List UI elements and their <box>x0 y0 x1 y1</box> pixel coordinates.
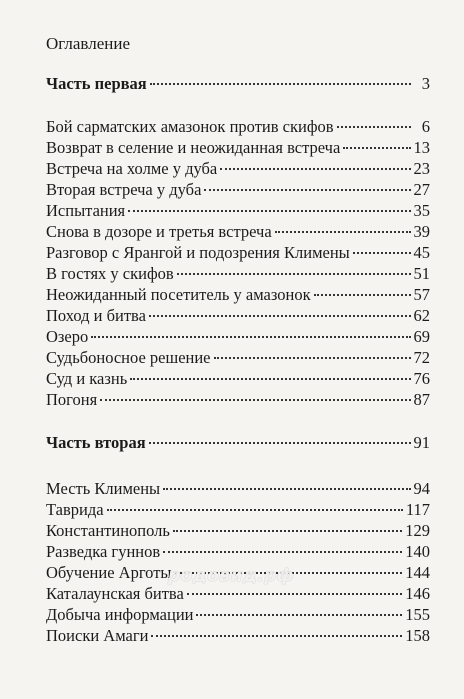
toc-page-number: 35 <box>413 201 430 220</box>
toc-entry <box>46 584 430 604</box>
leader-dots <box>151 634 402 637</box>
toc-part-title: Часть первая <box>46 74 147 93</box>
toc-page-number: 129 <box>405 521 430 540</box>
leader-dots <box>187 592 402 595</box>
toc-entry <box>46 180 430 200</box>
toc-entry-title: Озеро <box>46 327 89 346</box>
toc-entry <box>46 243 430 263</box>
toc-entry-title: Судьбоносное решение <box>46 348 211 367</box>
leader-dots <box>275 230 411 233</box>
leader-dots <box>343 146 410 149</box>
toc-entry <box>46 626 430 646</box>
toc-entry-title: Разговор с Ярангой и подозрения Климены <box>46 243 350 262</box>
leader-dots <box>149 441 411 444</box>
leader-dots <box>173 529 402 532</box>
toc-entry-title: Месть Климены <box>46 479 161 498</box>
toc-entry-title: Добыча информации <box>46 605 194 624</box>
toc-page-number: 57 <box>413 285 430 304</box>
toc-entry <box>46 117 430 137</box>
toc-entry-title: Обучение Арготы <box>46 563 172 582</box>
leader-dots <box>177 272 411 275</box>
toc-entry-title: Константинополь <box>46 521 170 540</box>
leader-dots <box>149 314 411 317</box>
leader-dots <box>220 167 410 170</box>
toc-entry <box>46 605 430 625</box>
toc-entry-title: Поиски Амаги <box>46 626 149 645</box>
toc-page-number: 6 <box>421 117 430 136</box>
toc-entry-title: Встреча на холме у дуба <box>46 159 218 178</box>
leader-dots <box>196 613 402 616</box>
toc-entry <box>46 159 430 179</box>
toc-entry <box>46 138 430 158</box>
toc-page-number: 146 <box>405 584 430 603</box>
leader-dots <box>314 293 411 296</box>
leader-dots <box>130 377 410 380</box>
toc-entry-title: Каталаунская битва <box>46 584 184 603</box>
toc-entry-title: Возврат в селение и неожиданная встреча <box>46 138 341 157</box>
toc-entry-title: Неожиданный посетитель у амазонок <box>46 285 311 304</box>
toc-entry-title: Бой сарматских амазонок против скифов <box>46 117 334 136</box>
leader-dots <box>337 125 411 128</box>
toc-page-number: 23 <box>413 159 430 178</box>
toc-entry <box>46 500 430 520</box>
toc-page-number: 140 <box>405 542 430 561</box>
toc-part-2 <box>46 433 430 453</box>
toc-page-number: 72 <box>413 348 430 367</box>
toc-page-number: 94 <box>413 479 430 498</box>
toc-page-number: 144 <box>405 563 430 582</box>
site-watermark: родовид.рф <box>168 566 295 586</box>
leader-dots <box>128 209 410 212</box>
toc-page-number: 51 <box>413 264 430 283</box>
leader-dots <box>100 398 410 401</box>
toc-heading: Оглавление <box>46 34 130 53</box>
leader-dots <box>150 82 411 85</box>
leader-dots <box>214 356 411 359</box>
toc-part-1 <box>46 74 430 94</box>
toc-page-number: 3 <box>421 74 430 93</box>
leader-dots <box>107 508 403 511</box>
toc-entry-title: Испытания <box>46 201 126 220</box>
leader-dots <box>353 251 411 254</box>
toc-page-number: 76 <box>413 369 430 388</box>
toc-entry-title: Снова в дозоре и третья встреча <box>46 222 272 241</box>
toc-page-number: 117 <box>405 500 430 519</box>
toc-entry-title: Разведка гуннов <box>46 542 161 561</box>
toc-page-number: 27 <box>413 180 430 199</box>
toc-entry <box>46 306 430 326</box>
toc-entry <box>46 348 430 368</box>
toc-entry <box>46 327 430 347</box>
leader-dots <box>204 188 410 191</box>
toc-page-number: 45 <box>413 243 430 262</box>
toc-entry-title: Вторая встреча у дуба <box>46 180 202 199</box>
toc-entry <box>46 390 430 410</box>
toc-page-number: 91 <box>413 433 430 452</box>
leader-dots <box>91 335 410 338</box>
toc-entry-title: Таврида <box>46 500 104 519</box>
toc-part-title: Часть вторая <box>46 433 146 452</box>
toc-entry-title: Погоня <box>46 390 98 409</box>
toc-page-number: 158 <box>405 626 430 645</box>
toc-entry <box>46 521 430 541</box>
leader-dots <box>163 550 402 553</box>
toc-page-number: 62 <box>413 306 430 325</box>
toc-page-number: 87 <box>413 390 430 409</box>
toc-page-number: 69 <box>413 327 430 346</box>
toc-page-number: 13 <box>413 138 430 157</box>
toc-entry <box>46 201 430 221</box>
toc-page-number: 155 <box>405 605 430 624</box>
toc-entry <box>46 479 430 499</box>
leader-dots <box>163 487 410 490</box>
toc-entry <box>46 285 430 305</box>
toc-entry <box>46 222 430 242</box>
toc-page-number: 39 <box>413 222 430 241</box>
toc-entry-title: Суд и казнь <box>46 369 128 388</box>
toc-entry-title: Поход и битва <box>46 306 146 325</box>
toc-entry <box>46 264 430 284</box>
toc-entry-title: В гостях у скифов <box>46 264 174 283</box>
toc-entry <box>46 369 430 389</box>
toc-entry <box>46 542 430 562</box>
